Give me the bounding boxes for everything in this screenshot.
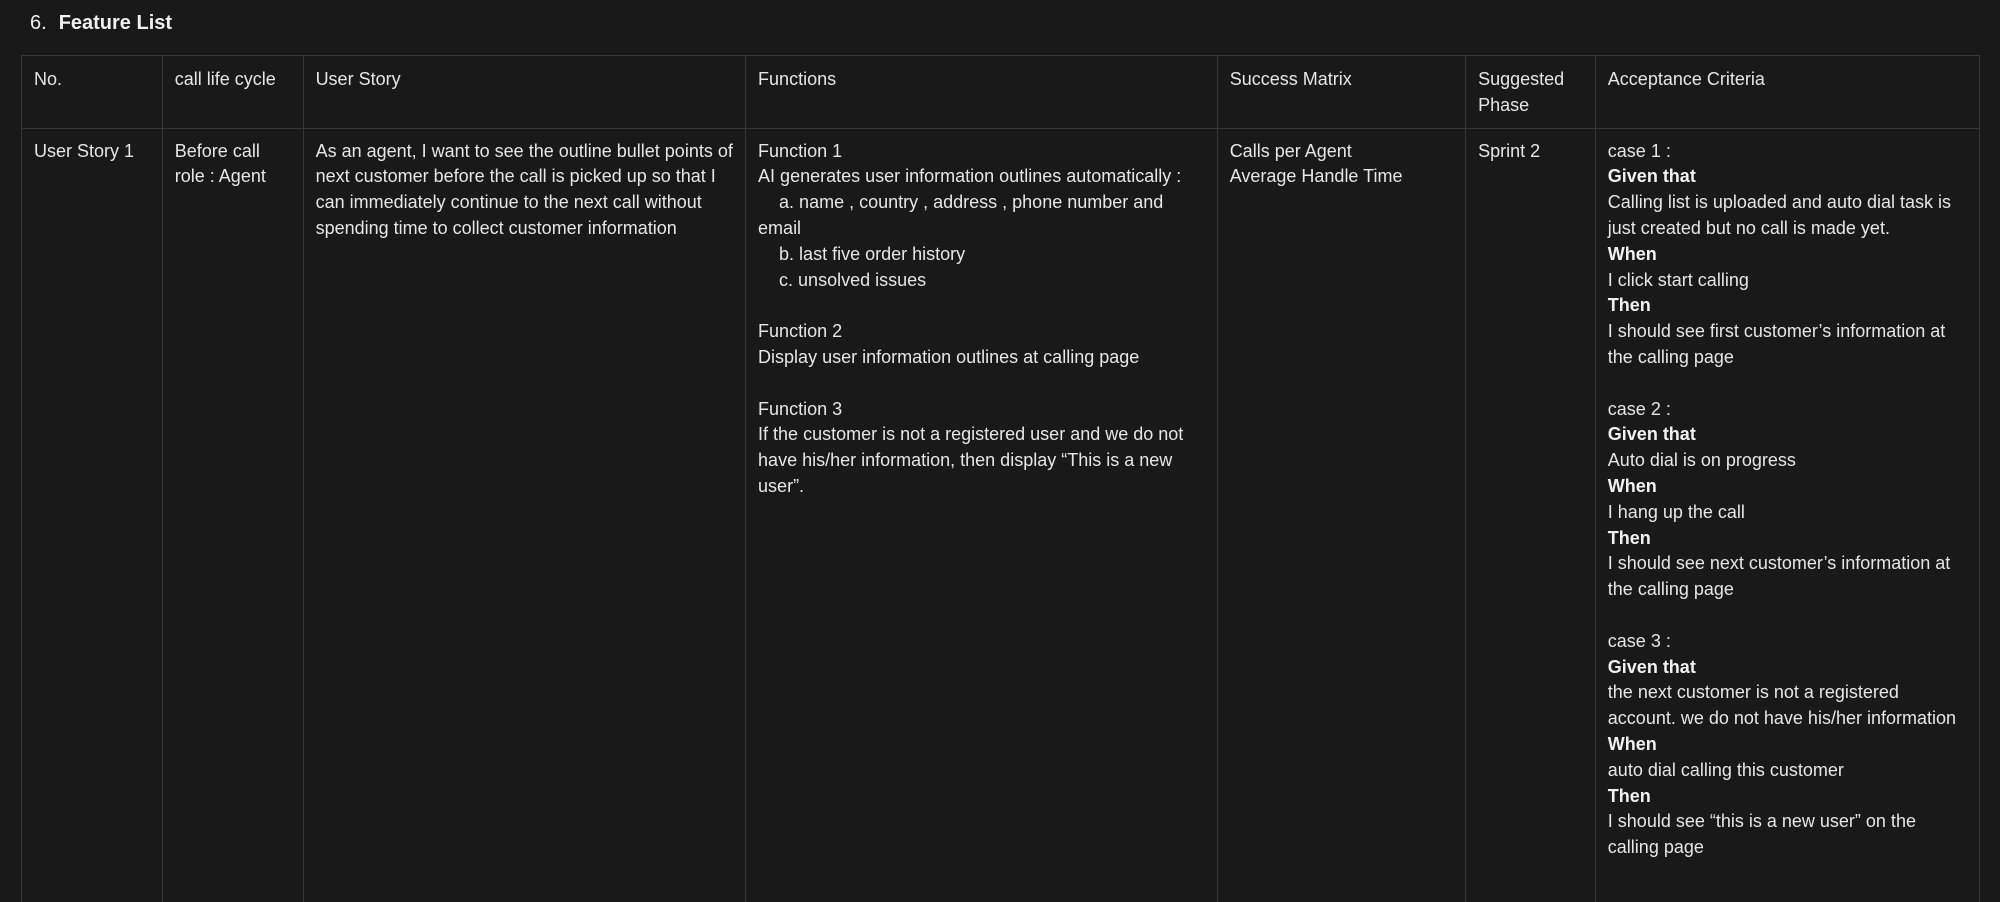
cell-call-life-cycle <box>162 128 303 902</box>
function-3-title: Function 3 <box>758 398 843 419</box>
header-suggested-phase: Suggested Phase <box>1466 56 1596 129</box>
cell-success-matrix <box>1217 128 1465 902</box>
success-metric-2: Average Handle Time <box>1229 166 1403 187</box>
case-2-given-text: Auto dial is on progress <box>1607 450 1796 471</box>
case-1-given-label: Given that <box>1607 166 1696 187</box>
case-3-given-label: Given that <box>1607 656 1696 677</box>
case-2-then-text: I should see next customer’s information at the calling page <box>1607 553 1951 600</box>
case-2-when-text: I hang up the call <box>1607 501 1745 522</box>
cell-functions <box>746 128 1218 902</box>
spacer <box>758 293 1205 319</box>
case-1-when-label: When <box>1607 243 1657 264</box>
cell-user-story <box>303 128 745 902</box>
case-3-when-text: auto dial calling this customer <box>1607 759 1844 780</box>
table-header-row <box>22 56 1980 129</box>
success-metric-1: Calls per Agent <box>1229 140 1352 161</box>
case-2-given-label: Given that <box>1607 424 1696 445</box>
case-2-when-label: When <box>1607 475 1657 496</box>
function-1-title: Function 1 <box>758 140 843 161</box>
life-cycle-stage: Before call <box>174 140 260 161</box>
table-row <box>22 128 1980 902</box>
function-1-item-a-text: a. name , country , address , phone number and email <box>758 192 1164 238</box>
header-success-matrix: Success Matrix <box>1217 56 1465 129</box>
header-no: No. <box>22 56 163 129</box>
case-3-label: case 3 : <box>1607 630 1671 651</box>
case-3-when-label: When <box>1607 733 1657 754</box>
spacer <box>758 371 1205 397</box>
case-2-then-label: Then <box>1607 527 1651 548</box>
spacer <box>1608 603 1967 629</box>
case-2-label: case 2 : <box>1607 398 1671 419</box>
case-1-given-text: Calling list is uploaded and auto dial task is just created but no call is made yet. <box>1607 192 1952 238</box>
case-3-then-text: I should see “this is a new user” on the calling page <box>1607 811 1916 858</box>
case-1-label: case 1 : <box>1607 140 1671 161</box>
user-story-text: As an agent, I want to see the outline bullet points of next customer before the call is picked up so that I can immediately continue to the next call without spending time to collect customer information <box>315 140 733 238</box>
case-1-then-text: I should see first customer’s information at the calling page <box>1607 321 1946 367</box>
function-1-item-b-text: b. last five order history <box>779 243 966 264</box>
header-call-life-cycle: call life cycle <box>162 56 303 129</box>
cell-suggested-phase <box>1466 128 1596 902</box>
function-1-desc: AI generates user information outlines automatically : <box>758 166 1182 187</box>
function-1-item-c-text: c. unsolved issues <box>779 269 927 290</box>
section-number: 6. <box>30 12 47 34</box>
case-1-then-label: Then <box>1607 295 1651 316</box>
story-number: User Story 1 <box>34 140 135 161</box>
header-functions: Functions <box>746 56 1218 129</box>
function-2-title: Function 2 <box>758 321 843 342</box>
function-1-item-b <box>758 242 1205 268</box>
function-2-desc: Display user information outlines at calling page <box>758 346 1140 367</box>
life-cycle-role: role : Agent <box>174 166 266 187</box>
phase-value: Sprint 2 <box>1478 140 1541 161</box>
header-user-story: User Story <box>303 56 745 129</box>
case-3-then-label: Then <box>1607 785 1651 806</box>
section-heading <box>30 9 172 37</box>
cell-acceptance-criteria <box>1595 128 1979 902</box>
case-1-when-text: I click start calling <box>1607 269 1749 290</box>
spacer <box>1608 371 1967 397</box>
section-title: Feature List <box>58 12 173 34</box>
function-3-desc: If the customer is not a registered user and we do not have his/her information, then display “This is a new user”. <box>758 424 1184 496</box>
function-1-item-c <box>758 268 1205 294</box>
header-acceptance-criteria: Acceptance Criteria <box>1595 56 1979 129</box>
feature-list-table <box>21 55 1980 902</box>
function-1-item-a <box>758 190 1205 242</box>
case-3-given-text: the next customer is not a registered account. we do not have his/her information <box>1607 682 1957 729</box>
cell-no <box>22 128 163 902</box>
